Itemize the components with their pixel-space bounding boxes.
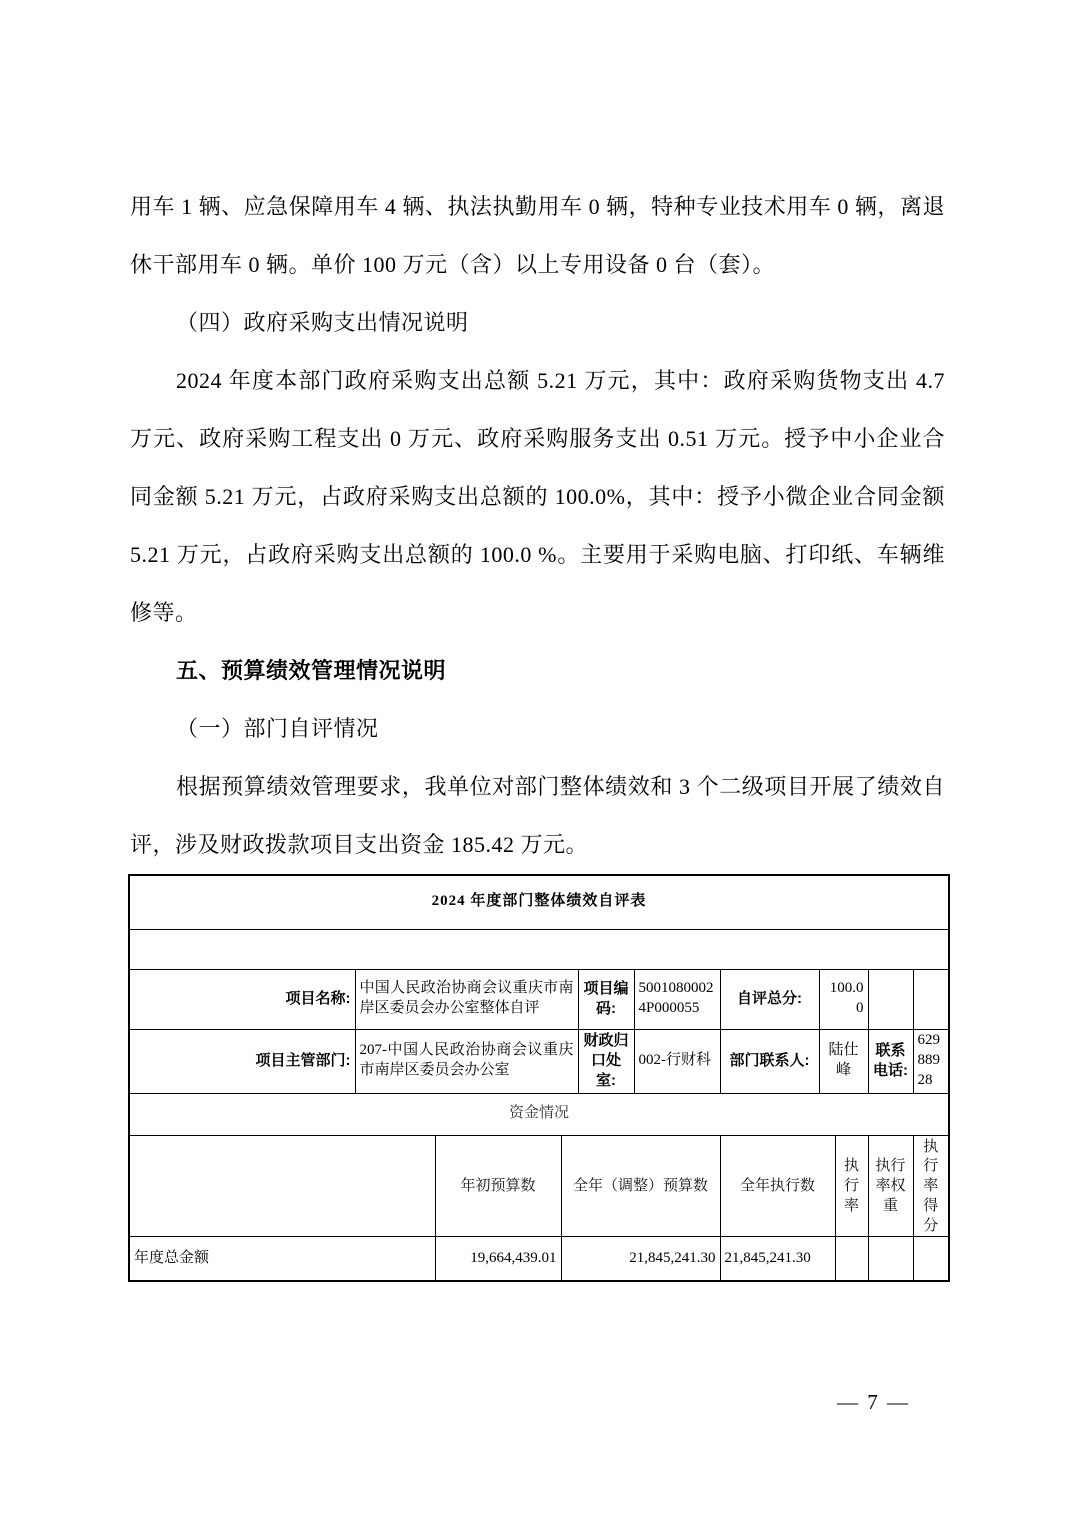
header-initial-budget: 年初预算数 xyxy=(435,1135,561,1237)
project-name-row xyxy=(129,969,949,1029)
page-number: — 7 — xyxy=(837,1390,910,1414)
header-executed: 全年执行数 xyxy=(720,1135,835,1237)
project-name-value: 中国人民政治协商会议重庆市南岸区委员会办公室整体自评 xyxy=(355,969,578,1029)
dept-value: 207-中国人民政治协商会议重庆市南岸区委员会办公室 xyxy=(355,1029,578,1093)
phone-label: 联系电话: xyxy=(868,1029,913,1093)
annual-total-initial: 19,664,439.01 xyxy=(435,1237,561,1281)
section-heading-5-1: （一）部门自评情况 xyxy=(176,716,379,741)
table-title: 2024 年度部门整体绩效自评表 xyxy=(129,875,949,929)
empty-cell xyxy=(913,969,949,1029)
annual-total-row xyxy=(129,1237,949,1281)
empty-cell xyxy=(129,929,949,969)
table-empty-row xyxy=(129,929,949,969)
dept-label: 项目主管部门: xyxy=(129,1029,355,1093)
annual-total-label: 年度总金额 xyxy=(129,1237,435,1281)
finance-office-value: 002-行财科 xyxy=(634,1029,720,1093)
project-code-label: 项目编码: xyxy=(578,969,634,1029)
section-heading-4: （四）政府采购支出情况说明 xyxy=(176,310,469,335)
self-score-value: 100.00 xyxy=(819,969,868,1029)
contact-label: 部门联系人: xyxy=(720,1029,819,1093)
contact-value: 陆仕峰 xyxy=(819,1029,868,1093)
funds-section-row xyxy=(129,1093,949,1135)
table-title-row xyxy=(129,875,949,929)
empty-cell xyxy=(129,1135,435,1237)
project-dept-row xyxy=(129,1029,949,1093)
phone-value: 62988928 xyxy=(913,1029,949,1093)
annual-total-adjusted: 21,845,241.30 xyxy=(561,1237,720,1281)
body-paragraph-vehicles: 用车 1 辆、应急保障用车 4 辆、执法执勤用车 0 辆，特种专业技术用车 0 辆，离退休干部用车 0 辆。单价 100 万元（含）以上专用设备 0 台（套）。 xyxy=(130,194,945,277)
body-paragraph-self-eval: 根据预算绩效管理要求，我单位对部门整体绩效和 3 个二级项目开展了绩效自评，涉及财政拨款项目支出资金 185.42 万元。 xyxy=(130,774,945,857)
empty-cell xyxy=(913,1237,949,1281)
annual-total-executed: 21,845,241.30 xyxy=(720,1237,835,1281)
self-score-label: 自评总分: xyxy=(720,969,819,1029)
funds-header-row xyxy=(129,1135,949,1237)
empty-cell xyxy=(835,1237,868,1281)
empty-cell xyxy=(868,969,913,1029)
document-body xyxy=(130,178,945,1282)
header-adjusted-budget: 全年（调整）预算数 xyxy=(561,1135,720,1237)
project-code-value: 50010800024P000055 xyxy=(634,969,720,1029)
body-paragraph-procurement: 2024 年度本部门政府采购支出总额 5.21 万元，其中：政府采购货物支出 4.7 万元、政府采购工程支出 0 万元、政府采购服务支出 0.51 万元。授予中小企业合同金额 5.21 万元，占政府采购支出总额的 100.0%，其中：授予小微企业合同金额 5.21 万元，占政府采购支出总额的 100.0 %。主要用于采购电脑、打印纸、车辆维修等。 xyxy=(130,368,945,625)
funds-section-title: 资金情况 xyxy=(129,1093,949,1135)
finance-office-label: 财政归口处室: xyxy=(578,1029,634,1093)
empty-cell xyxy=(868,1237,913,1281)
header-exec-rate-score: 执行率得分 xyxy=(913,1135,949,1237)
header-exec-rate-weight: 执行率权重 xyxy=(868,1135,913,1237)
header-exec-rate: 执行率 xyxy=(835,1135,868,1237)
performance-self-eval-table xyxy=(128,874,950,1282)
project-name-label: 项目名称: xyxy=(129,969,355,1029)
section-heading-5: 五、预算绩效管理情况说明 xyxy=(176,658,447,683)
